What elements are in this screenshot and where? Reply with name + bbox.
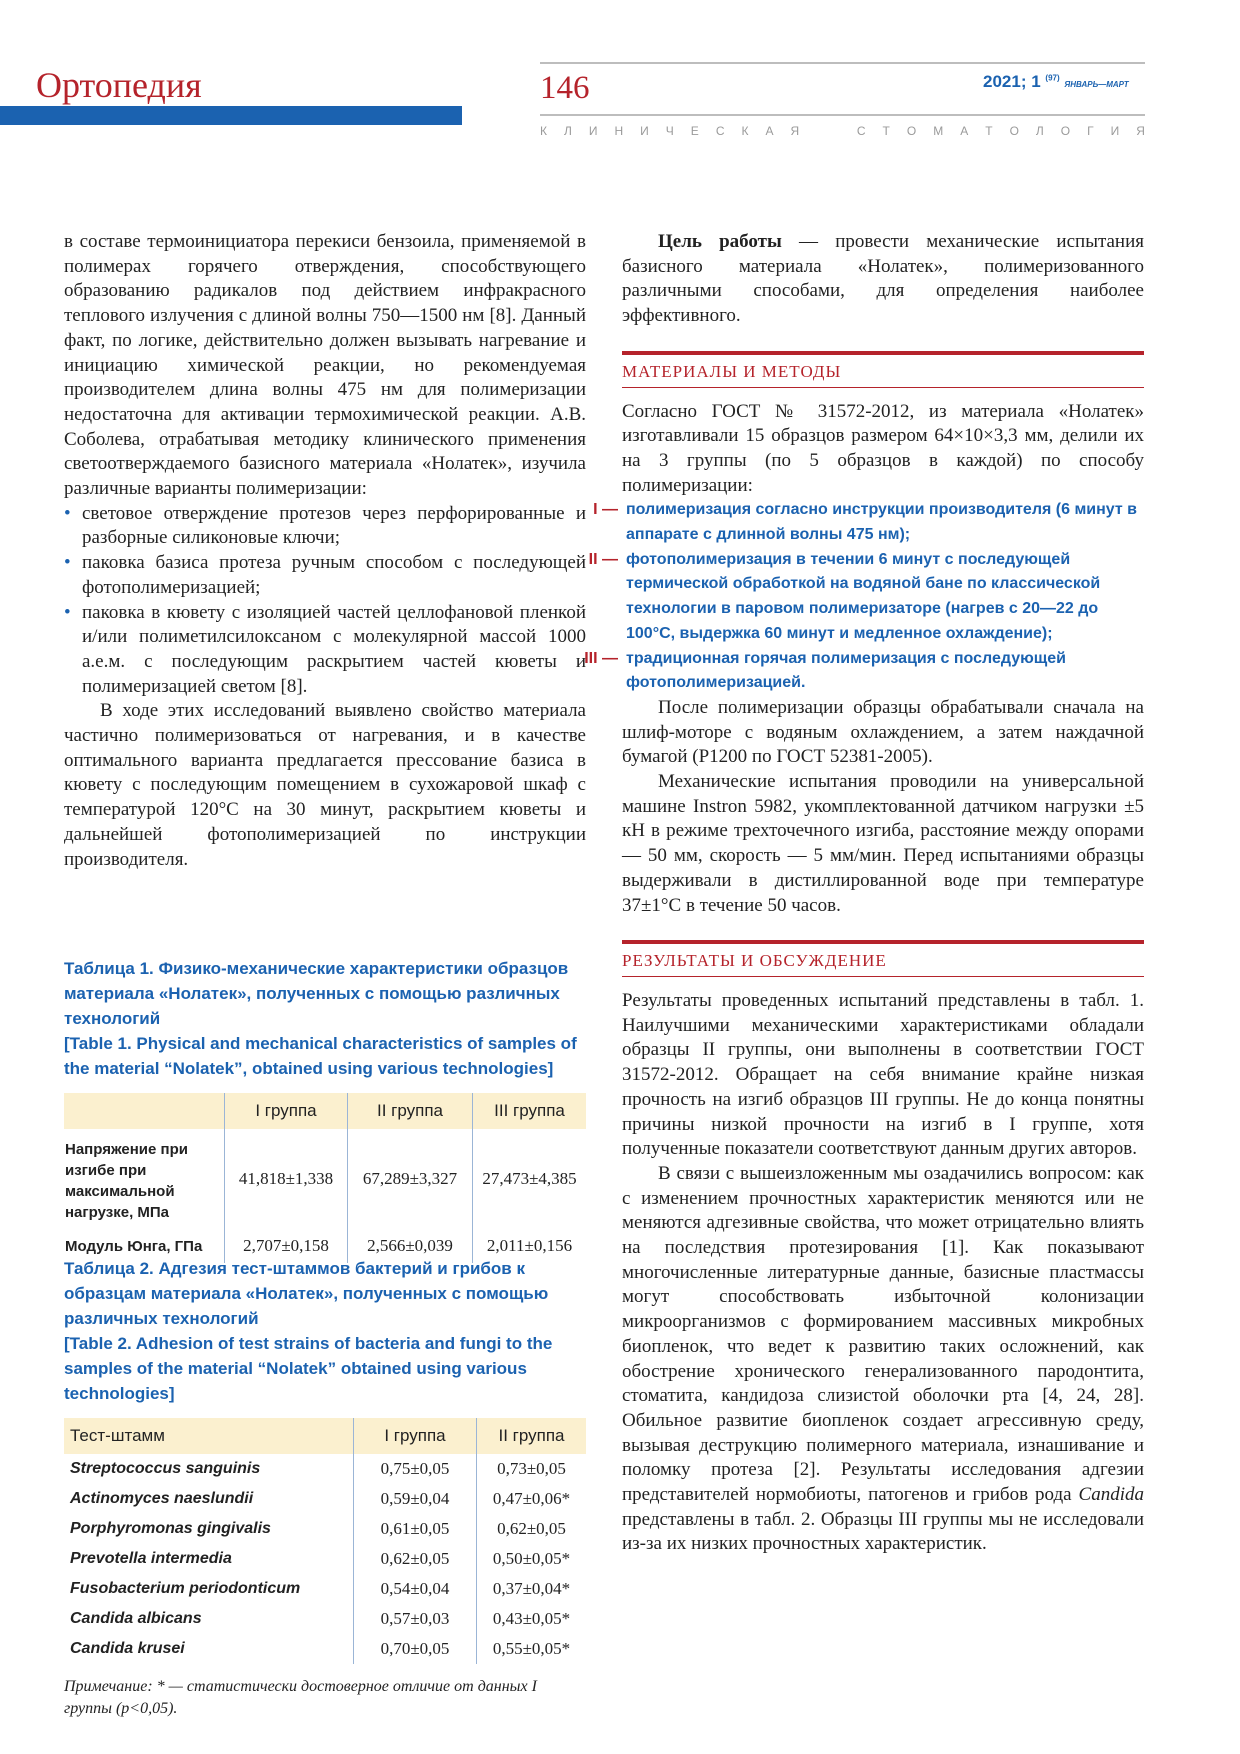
- journal-name: [540, 124, 1145, 138]
- row-label: Модуль Юнга, ГПа: [65, 1237, 203, 1255]
- group-mark: I —: [593, 501, 618, 519]
- table-cell: 0,50±0,05*: [477, 1544, 587, 1574]
- table1: [64, 1093, 586, 1263]
- journal-letter: Я: [790, 124, 800, 138]
- paragraph: в составе термоинициатора перекиси бензоила, применяемой в полимерах горячего отверждения, способствующего образованию радикалов под действием инфракрасного теплового излучения с длиной волны 750—1500 нм [8]. Данный факт, по логике, действительно должен вызывать нагревание и инициацию химической реакции, но рекомендуемая производителем длина волны 475 нм для полимеризации недостаточна для активации термохимической реакции. А.В. Соболева, отрабатывая методику клинического применения светоотверждаемого базисного материала «Нолатек», изучила различные варианты полимеризации:: [64, 231, 586, 500]
- table-cell: 0,73±0,05: [477, 1454, 587, 1484]
- left-column: [64, 230, 586, 872]
- strain-name: Fusobacterium periodonticum: [70, 1580, 301, 1597]
- journal-letter: [816, 124, 819, 138]
- journal-letter: Л: [1035, 124, 1044, 138]
- table1-block: [64, 956, 586, 1263]
- table-cell: 0,70±0,05: [354, 1634, 477, 1664]
- journal-letter: Т: [985, 124, 993, 138]
- list-item: [570, 548, 1144, 647]
- journal-letter: С: [856, 124, 866, 138]
- journal-letter: О: [1009, 124, 1019, 138]
- journal-letter: [837, 124, 840, 138]
- list-item: [570, 647, 1144, 696]
- journal-letter: А: [765, 124, 774, 138]
- issue-year: 2021; 1: [983, 72, 1041, 91]
- table-cell: 0,61±0,05: [354, 1514, 477, 1544]
- table-cell: 0,54±0,04: [354, 1574, 477, 1604]
- aim-text: — провести механические испытания базисного материала «Нолатек», полимеризованного различными способами, для определения наиболее эффективного.: [622, 231, 1145, 327]
- issue-number: (97): [1045, 73, 1060, 83]
- table1-caption-en: [Table 1. Physical and mechanical characteristics of samples of the material “Nolatek”, obtained using various technologies]: [64, 1034, 577, 1078]
- journal-letter: Т: [882, 124, 890, 138]
- journal-letter: К: [741, 124, 749, 138]
- journal-letter: С: [715, 124, 725, 138]
- row-label: Напряжение при изгибе при максимальной нагрузке, МПа: [65, 1141, 188, 1221]
- table-cell: 41,818±1,338: [225, 1129, 348, 1229]
- strain-name: Actinomyces naeslundii: [70, 1490, 254, 1507]
- table-cell: 2,566±0,039: [348, 1229, 473, 1263]
- column-header: I группа: [225, 1093, 348, 1129]
- column-header: II группа: [348, 1093, 473, 1129]
- table-header-row: [64, 1093, 586, 1129]
- table-cell: 27,473±4,385: [473, 1129, 587, 1229]
- list-item: • световое отверждение протезов через перфорированные и разборные силиконовые ключи;: [64, 502, 586, 551]
- group-mark: II —: [588, 550, 618, 568]
- issue-info: [983, 72, 1129, 92]
- strain-name: Streptococcus sanguinis: [70, 1460, 261, 1477]
- table-row: [64, 1129, 586, 1229]
- paragraph: Согласно ГОСТ № 31572-2012, из материала «Нолатек» изготавливали 15 образцов размером 64×10×3,3 мм, делили их на 3 группы (по 5 образцов в каждой) по способу полимеризации:: [622, 400, 1144, 496]
- table-row: [64, 1574, 586, 1604]
- journal-letter: О: [906, 124, 917, 138]
- header-accent-bar: [0, 106, 462, 125]
- journal-letter: К: [540, 124, 547, 138]
- column-header: I группа: [354, 1418, 477, 1454]
- table2-block: [64, 1256, 586, 1720]
- column-header: III группа: [473, 1093, 587, 1129]
- table-row: [64, 1544, 586, 1574]
- table-row: [64, 1634, 586, 1664]
- table-cell: 0,59±0,04: [354, 1484, 477, 1514]
- journal-letter: М: [933, 124, 944, 138]
- strain-name: Porphyromonas gingivalis: [70, 1520, 271, 1537]
- list-item: [570, 498, 1144, 547]
- table-cell: 67,289±3,327: [348, 1129, 473, 1229]
- table-cell: 0,62±0,05: [354, 1544, 477, 1574]
- paragraph: После полимеризации образцы обрабатывали сначала на шлиф-моторе с водяным охлаждением, а затем наждачной бумагой (Р1200 по ГОСТ 52381-2005).: [622, 696, 1144, 768]
- table-row: [64, 1604, 586, 1634]
- paragraph-text: В связи с вышеизложенным мы озадачились вопросом: как с изменением прочностных характеристик меняются или не меняются адгезивные свойства, что может отрицательно влиять на последствия протезирования [1]. Как показывают многочисленные литературные данные, базисные пластмассы могут способствовать избыточной колонизации микроорганизмов с формированием массивных микробных биопленок, что ведет к развитию таких осложнений, как обострение хронического генерализованного пародонтита, стоматита, кандидоза слизистой оболочки рта [4, 24, 28]. Обильное развитие биопленок создает агрессивную среду, вызывая деструкцию полимерного материала, изнашивание и поломку протеза [2]. Результаты исследования адгезии представителей нормобиоты, патогенов и грибов рода: [622, 1162, 1144, 1506]
- journal-letter: Я: [1136, 124, 1145, 138]
- journal-letter: Е: [690, 124, 699, 138]
- paragraph-text: представлены в табл. 2. Образцы III группы мы не исследовали из-за их низких прочностных характеристик.: [622, 1508, 1144, 1555]
- table-cell: 0,43±0,05*: [477, 1604, 587, 1634]
- genus-name: Candida: [1078, 1484, 1144, 1506]
- journal-letter: О: [1060, 124, 1071, 138]
- groups-list: [570, 498, 1144, 696]
- table2-note: Примечание: * — статистически достоверное отличие от данных I группы (p<0,05).: [64, 1678, 537, 1717]
- strain-name: Candida albicans: [70, 1610, 202, 1627]
- group-mark: III —: [584, 649, 618, 667]
- paragraph: В ходе этих исследований выявлено свойство материала частично полимеризоваться от нагревания, и в качестве оптимального варианта предлагается прессование базиса в кювету с последующим помещением в сухожаровой шкаф с температурой 120°С на 30 минут, раскрытием кюветы и дальнейшей фотополимеризацией по инструкции производителя.: [64, 700, 586, 870]
- table-cell: 2,707±0,158: [225, 1229, 348, 1263]
- list-item: • паковка в кювету с изоляцией частей целлофановой пленкой и/или полиметилсилоксаном с молекулярной массой 1000 а.е.м. с последующим раскрытием частей кюветы и полимеризацией светом [8].: [64, 601, 586, 700]
- column-header: Тест-штамм: [64, 1418, 354, 1454]
- table-row: [64, 1454, 586, 1484]
- journal-letter: Л: [564, 124, 572, 138]
- journal-letter: И: [640, 124, 649, 138]
- table-row: [64, 1484, 586, 1514]
- right-column: [584, 230, 1145, 1557]
- group-text: фотополимеризация в течении 6 минут с последующей термической обработкой на водяной бане по классической технологии в паровом полимеризаторе (нагрев с 20—22 до 100°С, выдержка 60 минут и медленное охлаждение);: [626, 550, 1101, 642]
- table-cell: 0,62±0,05: [477, 1514, 587, 1544]
- journal-letter: Ч: [665, 124, 674, 138]
- table-cell: 2,011±0,156: [473, 1229, 587, 1263]
- paragraph: [622, 1162, 1144, 1557]
- table-cell: 0,57±0,03: [354, 1604, 477, 1634]
- table-cell: 0,37±0,04*: [477, 1574, 587, 1604]
- section-title: Ортопедия: [36, 65, 202, 105]
- table-row: [64, 1514, 586, 1544]
- header-top-rule: [540, 62, 1145, 64]
- table2-caption: Таблица 2. Адгезия тест-штаммов бактерий и грибов к образцам материала «Нолатек», полученных с помощью различных технологий: [64, 1259, 549, 1328]
- journal-letter: Г: [1087, 124, 1094, 138]
- table-cell: 0,47±0,06*: [477, 1484, 587, 1514]
- table2: [64, 1418, 586, 1664]
- group-text: традиционная горячая полимеризация с последующей фотополимеризацией.: [626, 649, 1066, 692]
- paragraph: Результаты проведенных испытаний представлены в табл. 1. Наилучшими механическими характеристиками обладали образцы II группы, они выполнены в соответствии ГОСТ 31572-2012. Обращает на себя внимание крайне низкая прочность на изгиб образцов III группы. Не до конца понятны причины низкой прочности на изгиб в I группе, хотя полученные показатели соответствуют данным других авторов.: [622, 989, 1144, 1160]
- issue-period: ЯНВАРЬ—МАРТ: [1064, 80, 1129, 89]
- column-header: II группа: [477, 1418, 587, 1454]
- paragraph: Механические испытания проводили на универсальной машине Instron 5982, укомплектованной датчиком нагрузки ±5 кН в режиме трехточечного изгиба, расстояние между опорами — 50 мм, скорость — 5 мм/мин. Перед испытаниями образцы выдерживали в дистиллированной воде при температуре 37±1°С в течение 50 часов.: [622, 771, 1144, 916]
- results-heading: РЕЗУЛЬТАТЫ И ОБСУЖДЕНИЕ: [622, 940, 1144, 977]
- methods-heading: МАТЕРИАЛЫ И МЕТОДЫ: [622, 351, 1144, 388]
- aim-label: Цель работы: [658, 231, 782, 252]
- table1-caption: Таблица 1. Физико-механические характеристики образцов материала «Нолатек», полученных с помощью различных технологий: [64, 959, 569, 1028]
- journal-letter: Н: [614, 124, 624, 138]
- table-header-row: [64, 1418, 586, 1454]
- strain-name: Candida krusei: [70, 1640, 185, 1657]
- strain-name: Prevotella intermedia: [70, 1550, 232, 1567]
- journal-letter: А: [960, 124, 969, 138]
- aim-paragraph: [622, 230, 1144, 329]
- header-bottom-rule: [540, 114, 1145, 116]
- journal-letter: И: [588, 124, 598, 138]
- column-header: [64, 1093, 225, 1129]
- table2-caption-en: [Table 2. Adhesion of test strains of bacteria and fungi to the samples of the material “Nolatek” obtained using various technologies]: [64, 1334, 553, 1403]
- list-item: • паковка базиса протеза ручным способом с последующей фотополимеризацией;: [64, 551, 586, 600]
- table-cell: 0,75±0,05: [354, 1454, 477, 1484]
- table-cell: 0,55±0,05*: [477, 1634, 587, 1664]
- polymerization-variants-list: [64, 502, 586, 700]
- page-number: 146: [540, 70, 590, 106]
- journal-letter: И: [1110, 124, 1120, 138]
- group-text: полимеризация согласно инструкции производителя (6 минут в аппарате с длинной волны 475 нм);: [626, 501, 1137, 544]
